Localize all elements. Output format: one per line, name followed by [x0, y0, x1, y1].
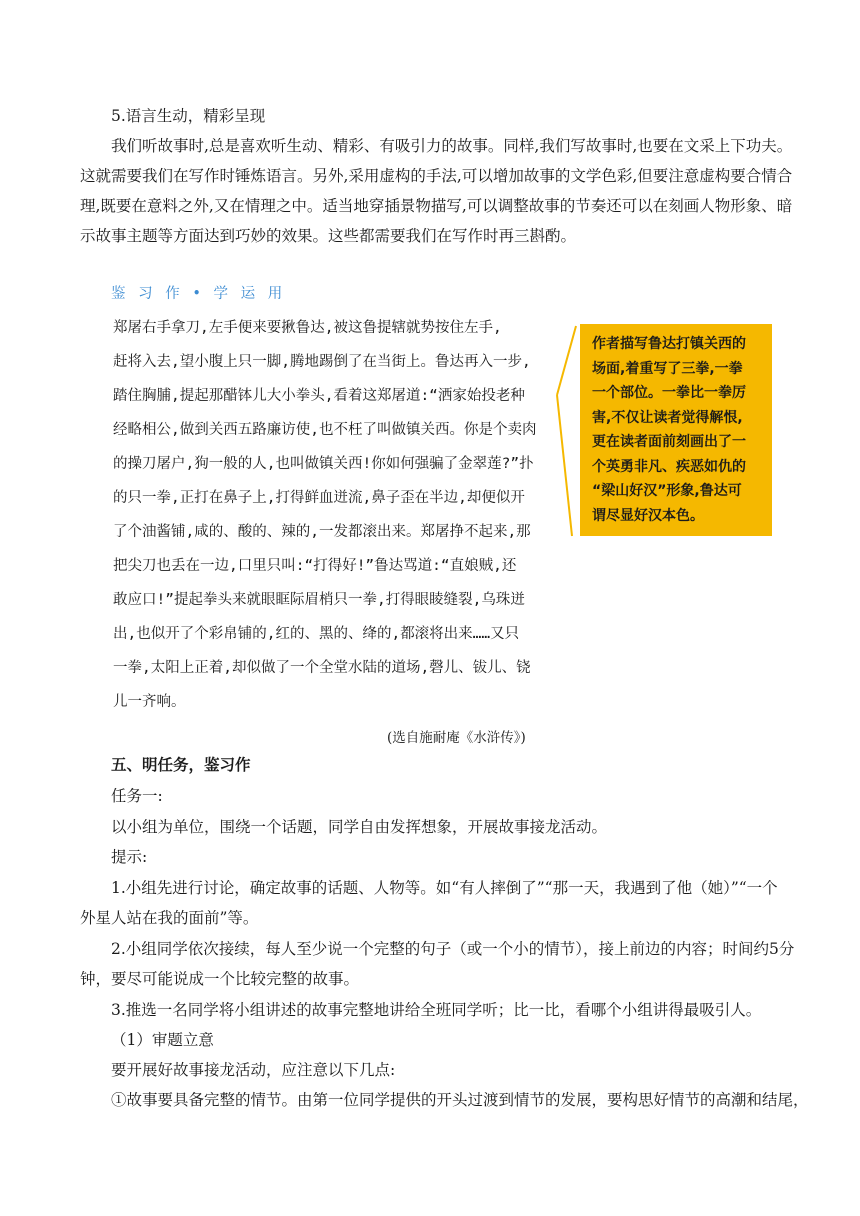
excerpt-line-1: 郑屠右手拿刀,左手便来要揪鲁达,被这鲁提辖就势按住左手, [113, 320, 502, 336]
subheading-1: （1）审题立意 [111, 1031, 214, 1049]
excerpt-line-6: 的只一拳,正打在鼻子上,打得鲜血迸流,鼻子歪在半边,却便似开 [113, 490, 525, 506]
callout-line-3: 一个部位。一拳比一拳厉 [592, 385, 746, 401]
callout-line-7: “梁山好汉”形象,鲁达可 [592, 483, 742, 499]
hint-1-line-2: 外星人站在我的面前”等。 [80, 909, 259, 927]
callout-line-8: 谓尽显好汉本色。 [592, 507, 704, 524]
callout-line-2: 场面,着重写了三拳,一拳 [592, 360, 743, 377]
callout-line-1: 作者描写鲁达打镇关西的 [592, 336, 746, 352]
excerpt-line-5: 的操刀屠户,狗一般的人,也叫做镇关西!你如何强骗了金翠莲?”扑 [113, 456, 534, 472]
excerpt-line-12: 儿一齐响。 [113, 694, 186, 710]
hint-1-line-1: 1.小组先进行讨论，确定故事的话题、人物等。如“有人摔倒了”“那一天，我遇到了他（她）”“一个 [111, 879, 778, 897]
hint-3: 3.推选一名同学将小组讲述的故事完整地讲给全班同学听；比一比，看哪个小组讲得最吸引人。 [111, 1001, 762, 1019]
callout-line-4: 害,不仅让读者觉得解恨, [592, 409, 743, 426]
excerpt-section-label: 鉴 习 作 • 学 运 用 [111, 286, 287, 302]
excerpt-source: (选自施耐庵《水浒传》) [387, 730, 526, 746]
excerpt-line-4: 经略相公,做到关西五路廉访使,也不枉了叫做镇关西。你是个卖肉 [113, 422, 537, 438]
excerpt-line-10: 出,也似开了个彩帛铺的,红的、黑的、绛的,都滚将出来……又只 [113, 626, 520, 642]
annotation-callout [580, 324, 772, 536]
section5-line-4: 示故事主题等方面达到巧妙的效果。这些都需要我们在写作时再三斟酌。 [80, 227, 577, 245]
task-label: 任务一: [111, 787, 163, 805]
callout-line-6: 个英勇非凡、疾恶如仇的 [592, 458, 746, 475]
point-1: ①故事要具备完整的情节。由第一位同学提供的开头过渡到情节的发展，要构思好情节的高潮和结尾， [111, 1091, 809, 1109]
section-five-title: 五、明任务，鉴习作 [111, 755, 251, 774]
excerpt-line-7: 了个油酱铺,咸的、酸的、辣的,一发都滚出来。郑屠挣不起来,那 [113, 524, 531, 540]
excerpt-line-8: 把尖刀也丢在一边,口里只叫:“打得好!”鲁达骂道:“直娘贼,还 [113, 558, 517, 574]
hint-label: 提示: [111, 848, 148, 866]
section5-line-3: 理,既要在意料之外,又在情理之中。适当地穿插景物描写,可以调整故事的节奏还可以在刻画人物形象、暗 [80, 197, 793, 215]
excerpt-line-11: 一拳,太阳上正着,却似做了一个全堂水陆的道场,磬儿、钹儿、铙 [113, 660, 531, 676]
section5-title: 5.语言生动，精彩呈现 [111, 107, 266, 125]
hint-2-line-1: 2.小组同学依次接续，每人至少说一个完整的句子（或一个小的情节），接上前边的内容；时间约5分 [111, 940, 795, 958]
section5-line-2: 这就需要我们在写作时锤炼语言。另外,采用虚构的手法,可以增加故事的文学色彩,但要注意虚构要合情合 [80, 167, 793, 185]
section5-line-1: 我们听故事时,总是喜欢听生动、精彩、有吸引力的故事。同样,我们写故事时,也要在文采上下功夫。 [111, 137, 793, 155]
excerpt-line-9: 敢应口!”提起拳头来就眼眶际眉梢只一拳,打得眼睖缝裂,乌珠迸 [113, 592, 525, 608]
excerpt-line-3: 踏住胸脯,提起那醋钵儿大小拳头,看着这郑屠道:“洒家始投老种 [113, 388, 525, 404]
hint-2-line-2: 钟，要尽可能说成一个比较完整的故事。 [80, 970, 360, 988]
task-description: 以小组为单位，围绕一个话题，同学自由发挥想象，开展故事接龙活动。 [111, 818, 608, 836]
subheading-1-description: 要开展好故事接龙活动，应注意以下几点: [111, 1061, 396, 1079]
excerpt-line-2: 赶将入去,望小腹上只一脚,腾地踢倒了在当街上。鲁达再入一步, [113, 354, 531, 370]
callout-line-5: 更在读者面前刻画出了一 [592, 434, 746, 450]
